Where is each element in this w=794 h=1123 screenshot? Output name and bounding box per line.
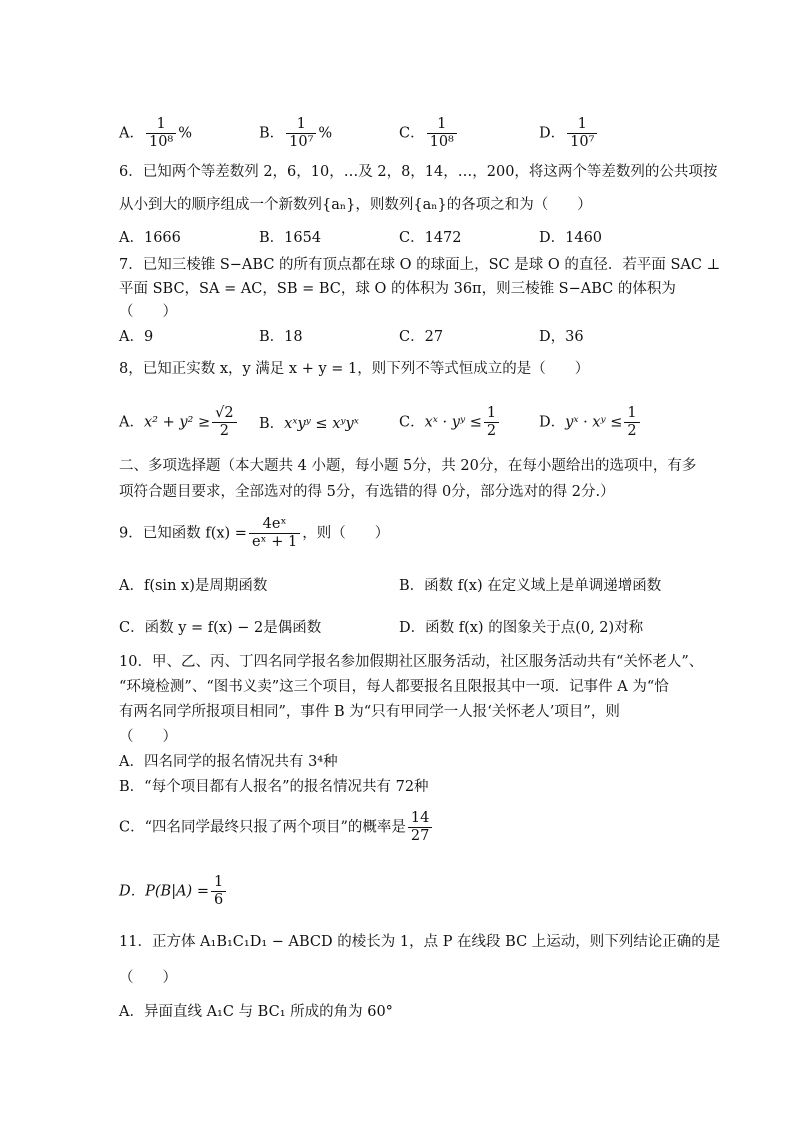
q6-option-b: B．1654 (259, 230, 322, 246)
q7-option-b: B．18 (259, 329, 303, 345)
q8-stem: 8，已知正实数 x，y 满足 x + y = 1，则下列不等式恒成立的是（ ） (119, 361, 590, 377)
q10-option-a: A．四名同学的报名情况共有 3⁴种 (119, 754, 338, 770)
q11-stem-line2: （ ） (119, 970, 177, 986)
fraction: $\frac{1}{\text{10⁷}}$ (286, 116, 316, 151)
q7-stem-line1: 7．已知三棱锥 S−ABC 的所有顶点都在球 O 的球面上，SC 是球 O 的直径．若平面 SAC ⊥ (119, 257, 721, 273)
q7-stem-line2: 平面 SBC，SA = AC，SB = BC，球 O 的体积为 36π，则三棱锥 S−ABC 的体积为 (119, 281, 676, 297)
q11-stem-line1: 11．正方体 A₁B₁C₁D₁ − ABCD 的棱长为 1，点 P 在线段 BC 上运动，则下列结论正确的是 (119, 934, 721, 950)
q5-option-d: D． $\frac{1}{\text{10⁷}}$ (539, 116, 599, 151)
fraction: $\frac{14}{27}$ (408, 810, 432, 845)
q10-stem-line3: 有两名同学所报项目相同”，事件 B 为“只有甲同学一人报‘关怀老人’项目”，则 (119, 704, 620, 720)
q9-option-a: A．f(sin x)是周期函数 (119, 578, 268, 594)
section2-heading-line1: 二、多项选择题（本大题共 4 小题，每小题 5分，共 20分，在每小题给出的选项中，有多 (119, 458, 697, 474)
q9-stem: 9．已知函数 f(x) = $\frac{\text{4eˣ}}{\text{eˣ + 1}}$ ，则（ ） (119, 516, 390, 550)
fraction: $\frac{1}{\text{10⁸}}$ (146, 116, 176, 151)
q7-stem-line3: （ ） (119, 304, 177, 320)
q7-option-c: C．27 (399, 329, 444, 345)
section2-heading-line2: 项符合题目要求，全部选对的得 5分，有选错的得 0分，部分选对的得 2分.） (119, 484, 615, 500)
q8-option-c: C．xˣ · yʸ ≤ $\frac{1}{2}$ (399, 405, 501, 440)
fraction: $\frac{1}{6}$ (211, 874, 226, 909)
q8-option-b: B．xˣyʸ ≤ xʸyˣ (259, 416, 359, 432)
q6-stem-line1: 6．已知两个等差数列 2，6，10，…及 2，8，14，…，200，将这两个等差数列的公共项按 (119, 164, 718, 180)
q10-option-c: C．“四名同学最终只报了两个项目”的概率是 $\frac{14}{27}$ (119, 810, 434, 845)
q8-option-a: A．x² + y² ≥ $\frac{√2}{2}$ (119, 405, 239, 440)
q5-option-a: A． $\frac{1}{\text{10⁸}}$ % (119, 116, 193, 150)
q5-option-c: C． $\frac{1}{\text{10⁸}}$ (399, 116, 459, 151)
fraction: $\frac{1}{\text{10⁷}}$ (567, 116, 597, 151)
q9-option-b: B．函数 f(x) 在定义域上是单调递增函数 (399, 578, 662, 594)
q10-stem-line4: （ ） (119, 729, 177, 745)
fraction: $\frac{√2}{2}$ (212, 405, 236, 440)
q9-option-d: D．函数 f(x) 的图象关于点(0, 2)对称 (399, 620, 644, 636)
q6-option-a: A．1666 (119, 230, 181, 246)
q11-option-a: A．异面直线 A₁C 与 BC₁ 所成的角为 60° (119, 1004, 393, 1020)
q7-option-a: A．9 (119, 329, 154, 345)
q10-stem-line1: 10．甲、乙、丙、丁四名同学报名参加假期社区服务活动，社区服务活动共有“关怀老人”、 (119, 654, 704, 670)
q6-stem-line2: 从小到大的顺序组成一个新数列{aₙ}，则数列{aₙ}的各项之和为（ ） (119, 197, 592, 213)
q9-option-c: C．函数 y = f(x) − 2是偶函数 (119, 620, 322, 636)
q7-option-d: D，36 (539, 329, 584, 345)
fraction: $\frac{\text{4eˣ}}{\text{eˣ + 1}}$ (249, 516, 300, 551)
q6-option-d: D．1460 (539, 230, 603, 246)
q10-stem-line2: “环境检测”、“图书义卖”这三个项目，每人都要报名且限报其中一项．记事件 A 为“恰 (119, 679, 669, 695)
q5-option-b: B． $\frac{1}{\text{10⁷}}$ % (259, 116, 333, 150)
q10-option-b: B．“每个项目都有人报名”的报名情况共有 72种 (119, 779, 429, 795)
q8-option-d: D．yˣ · xʸ ≤ $\frac{1}{2}$ (539, 405, 642, 440)
q6-option-c: C．1472 (399, 230, 462, 246)
q10-option-d: D．P(B|A) = $\frac{1}{6}$ (119, 874, 228, 909)
fraction: $\frac{1}{\text{10⁸}}$ (427, 116, 457, 151)
fraction: $\frac{1}{2}$ (624, 405, 639, 440)
fraction: $\frac{1}{2}$ (484, 405, 499, 440)
